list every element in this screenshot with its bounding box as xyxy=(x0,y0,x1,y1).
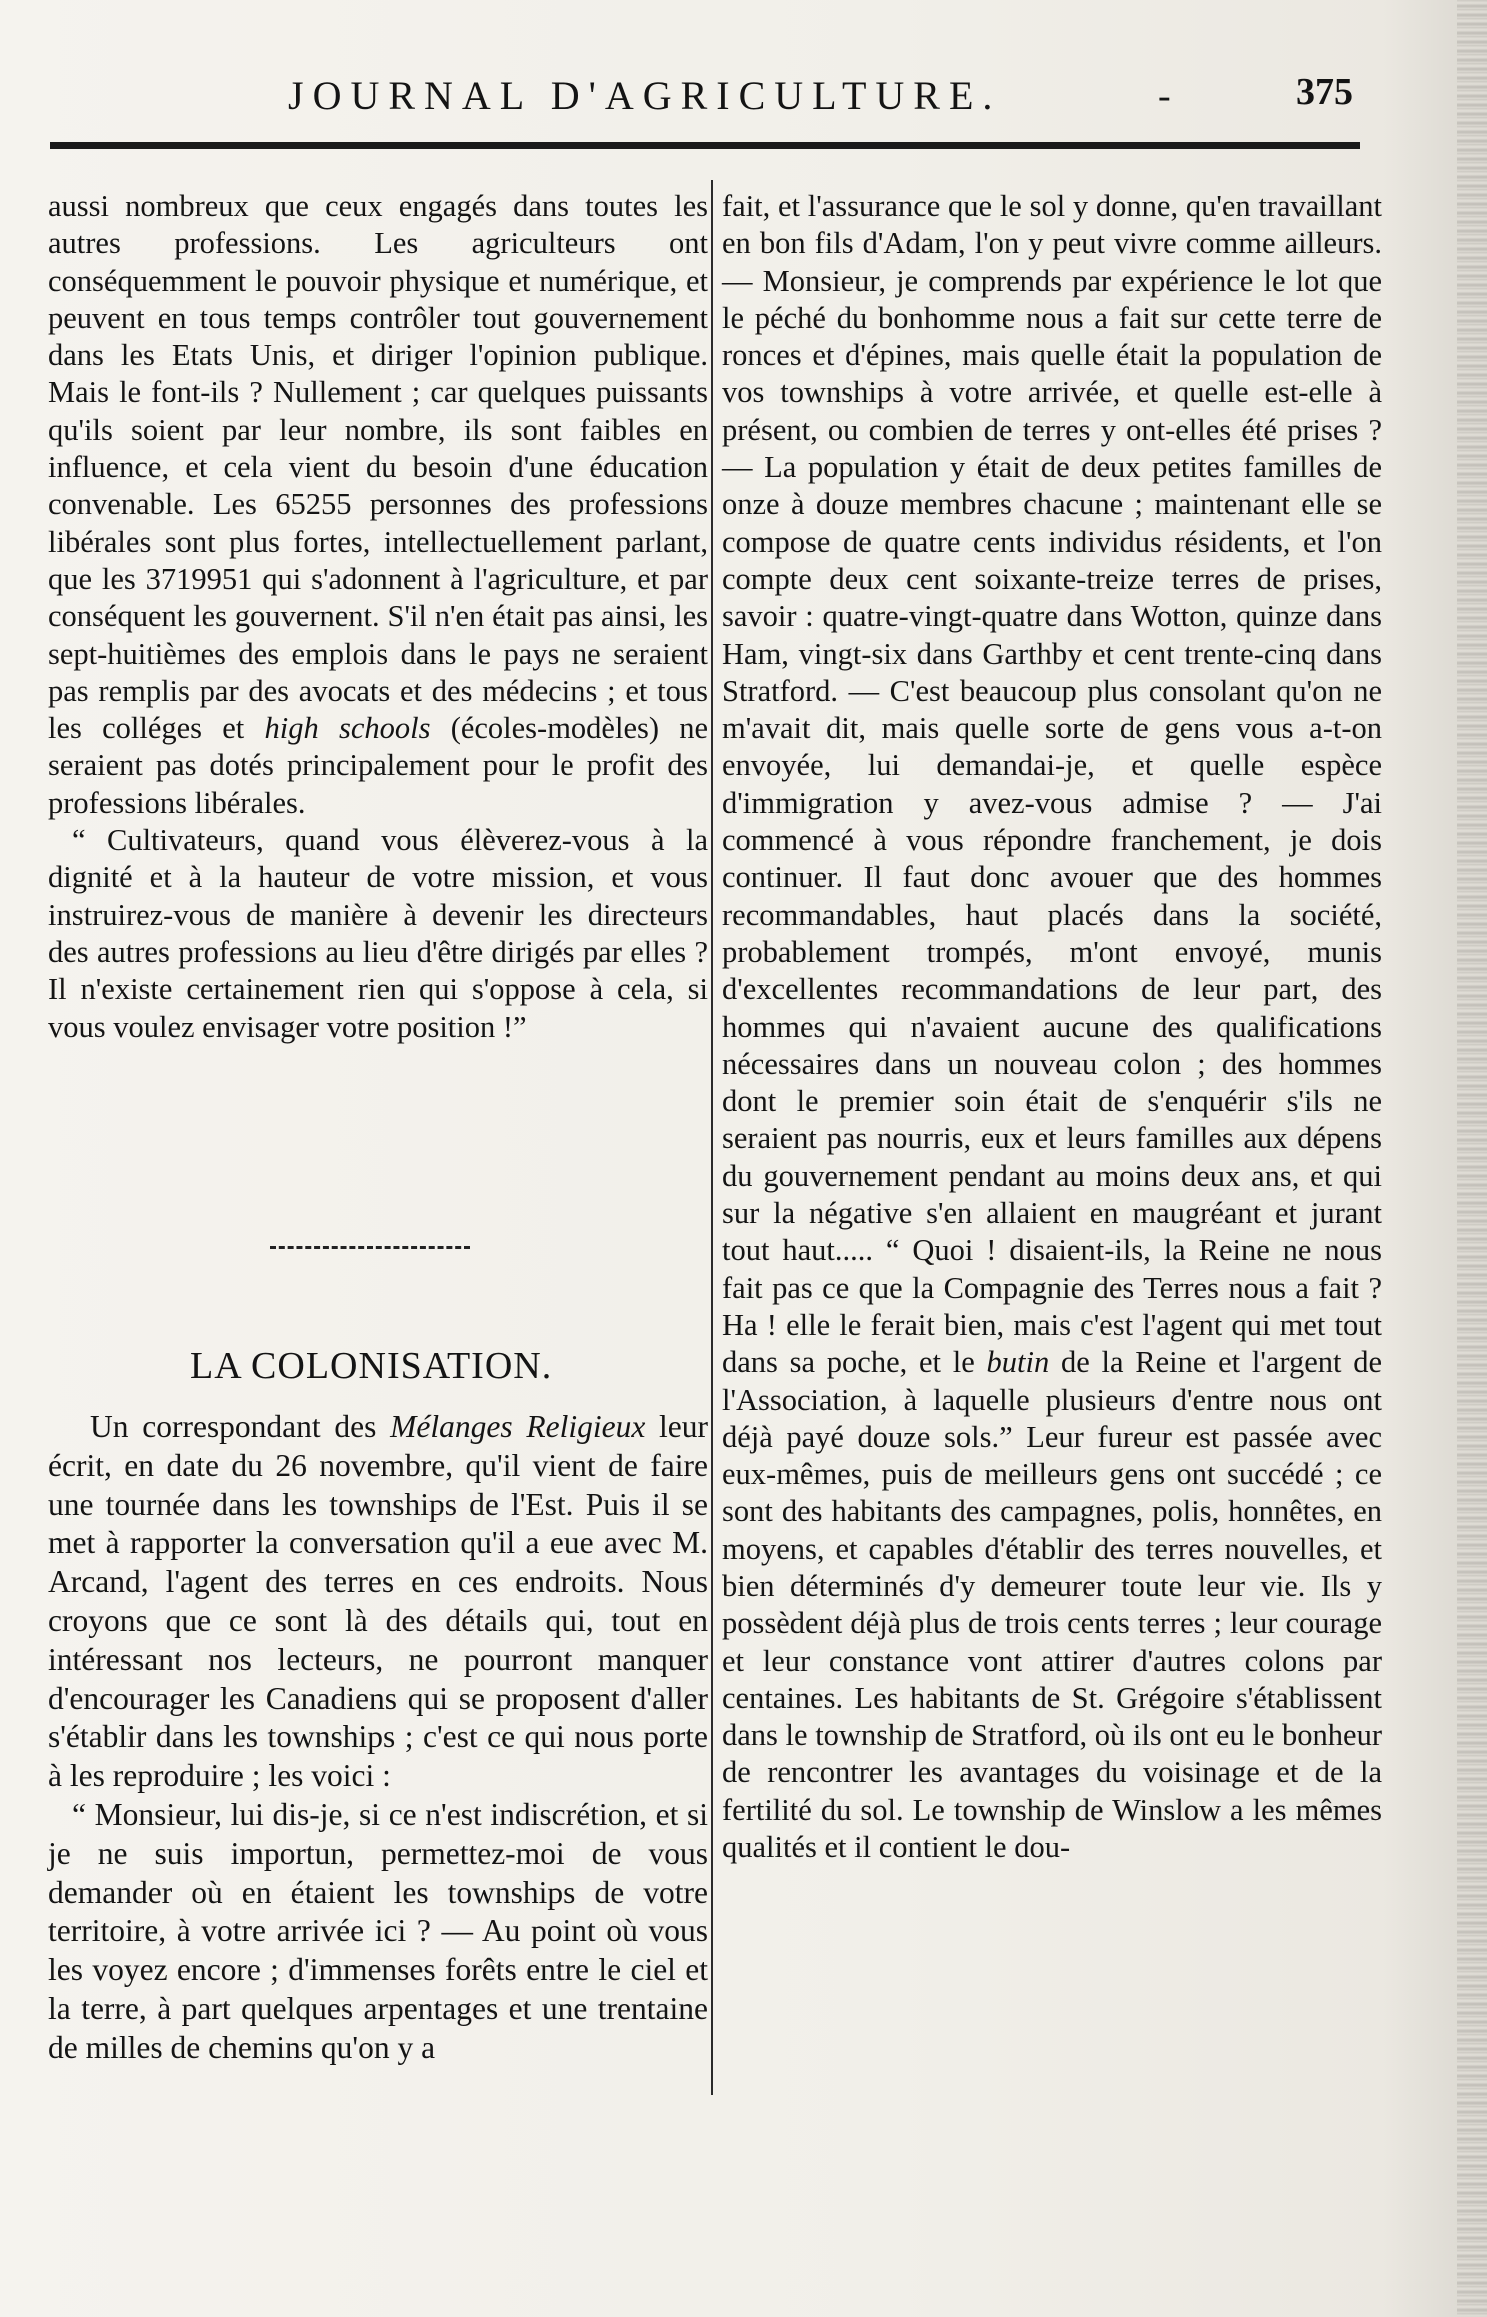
paragraph-text: fait, et l'assurance que le sol y donne, qu'en travaillant en bon fils d'Adam, l'on y peut vivre comme ailleurs. — Monsieur, je comprends par expérience le lot que le péché du bonhomme nous a fait sur cette terre de ronces et d'épines, mais quelle était la population de vos townships à votre arrivée, et quelle est-elle à présent, ou combien de terres y ont-elles été prises ? — La population y était de deux petites familles de onze à douze membres chacune ; maintenant elle se compose de quatre cents individus résidents, et l'on compte deux cent soixante-treize terres de prises, savoir : quatre-vingt-quatre dans Wotton, quinze dans Ham, vingt-six dans Garthby et cent trente-cinq dans Stratford. — C'est beaucoup plus consolant qu'on ne m'avait dit, mais quelle sorte de gens vous a-t-on envoyée, lui demandai-je, et quelle espèce d'immigration y avez-vous admise ? — J'ai commencé à vous répondre franchement, je dois continuer. Il faut donc avouer que des hommes recommandables, haut placés dans la société, probablement trompés, m'ont envoyé, munis d'excellentes recommandations de leur part, des hommes qui n'avaient aucune des qualifications nécessaires dans un nouveau colon ; des hommes dont le premier soin était de s'enquérir s'ils ne seraient pas nourris, eux et leurs familles aux dépens du gouvernement pendant au moins deux ans, et qui sur la négative s'en allaient en maugréant et jurant tout haut..... “ Quoi ! disaient-ils, la Reine ne nous fait pas ce que la Compagnie des Terres nous a fait ? Ha ! elle le ferait bien, mais c'est l'agent qui met tout dans sa poche, et le xyxy=(722,189,1382,1380)
left-column-lower xyxy=(48,1408,708,2068)
article-paragraph xyxy=(48,188,708,822)
page-header xyxy=(48,66,1378,122)
column-divider xyxy=(711,180,713,2095)
article-paragraph xyxy=(48,1408,708,1796)
right-column xyxy=(722,188,1382,1866)
header-dash: - xyxy=(1158,75,1171,117)
left-column-upper xyxy=(48,188,708,1046)
paragraph-text: aussi nombreux que ceux engagés dans toutes les autres professions. Les agriculteurs ont conséquemment le pouvoir physique et numérique, et peuvent en tous temps contrôler tout gouvernement dans les Etats Unis, et diriger l'opinion publique. Mais le font-ils ? Nullement ; car quelques puissants qu'ils soient par leur nombre, ils sont faibles en influence, et cela vient du besoin d'une éducation convenable. Les 65255 personnes des professions libérales sont plus fortes, intellectuellement parlant, que les 3719951 qui s'adonnent à l'agriculture, et par conséquent les gouvernent. S'il n'en était pas ainsi, les sept-huitièmes des emplois dans le pays ne seraient pas remplis par des avocats et des médecins ; et tous les colléges et xyxy=(48,189,708,746)
italic-word: butin xyxy=(986,1345,1050,1380)
publication-title: Mélanges Religieux xyxy=(390,1409,646,1444)
article-paragraph xyxy=(722,188,1382,1866)
section-heading: LA COLONISATION. xyxy=(190,1345,553,1387)
article-paragraph: “ Cultivateurs, quand vous élèverez-vous à la dignité et à la hauteur de votre mission, et vous instruirez-vous de manière à devenir les directeurs des autres professions au lieu d'être dirigés par elles ? Il n'existe certainement rien qui s'oppose à cela, si vous voulez envisager votre position !” xyxy=(48,823,708,1044)
section-separator xyxy=(270,1246,470,1253)
italic-phrase: high schools xyxy=(264,711,431,746)
article-paragraph: “ Monsieur, lui dis-je, si ce n'est indiscrétion, et si je ne suis importun, permettez-moi de vous demander où en étaient les townships de votre territoire, à votre arrivée ici ? — Au point où vous les voyez encore ; d'immenses forêts entre le ciel et la terre, à part quelques arpentages et une trentaine de milles de chemins qu'on y a xyxy=(48,1796,708,2065)
running-title: JOURNAL D'AGRICULTURE. xyxy=(288,73,1002,118)
paragraph-text: (écoles-modèles) ne seraient pas dotés principalement pour le profit des professions libérales. xyxy=(48,711,709,820)
page-edge-shadow xyxy=(1457,0,1487,2317)
paragraph-text: Un correspondant des xyxy=(90,1409,377,1444)
paragraph-text: de la Reine et l'argent de l'Association, à laquelle plusieurs d'entre nous ont déjà payé douze sols.” Leur fureur est passée avec eux-mêmes, puis de meilleurs gens ont succédé ; ce sont des habitants des campagnes, polis, honnêtes, en moyens, et capables d'établir des terres nouvelles, et bien déterminés d'y demeurer toute leur vie. Ils y possèdent déjà plus de trois cents terres ; leur courage et leur constance vont attirer d'autres colons par centaines. Les habitants de St. Grégoire s'établissent dans le township de Stratford, où ils ont eu le bonheur de rencontrer les avantages du voisinage et de la fertilité du sol. Le township de Winslow a les mêmes qualités et il contient le dou- xyxy=(722,1345,1383,1865)
paragraph-text: leur écrit, en date du 26 novembre, qu'il vient de faire une tournée dans les townships de l'Est. Puis il se met à rapporter la conversation qu'il a eue avec M. Arcand, l'agent des terres en ces endroits. Nous croyons que ce sont là des détails qui, tout en intéressant nos lecteurs, ne pourront manquer d'encourager les Canadiens qui se proposent d'aller s'établir dans les townships ; c'est ce qui nous porte à les reproduire ; les voici : xyxy=(48,1409,709,1794)
page-number: 375 xyxy=(1296,71,1353,113)
header-rule xyxy=(50,142,1360,149)
